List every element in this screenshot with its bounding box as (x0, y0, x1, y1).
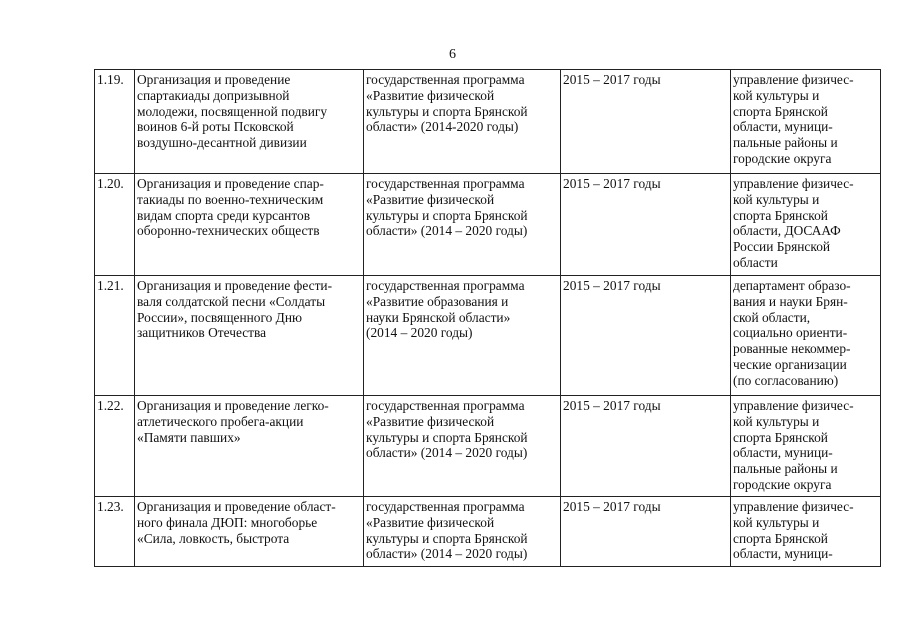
page-number: 6 (449, 47, 456, 62)
table-row (95, 276, 881, 396)
event-name: Организация и проведение област- ного финала ДЮП: многоборье «Сила, ловкость, быстрота (135, 497, 364, 567)
period: 2015 – 2017 годы (561, 396, 731, 497)
table-row (95, 396, 881, 497)
event-name: Организация и проведение легко- атлетического пробега-акции «Памяти павших» (135, 396, 364, 497)
period: 2015 – 2017 годы (561, 70, 731, 174)
period: 2015 – 2017 годы (561, 276, 731, 396)
period: 2015 – 2017 годы (561, 174, 731, 276)
executor: департамент образо- вания и науки Брян- ской области, социально ориенти- рованные некоммер- ческие организации (по согласованию) (731, 276, 881, 396)
period: 2015 – 2017 годы (561, 497, 731, 567)
executor: управление физичес- кой культуры и спорта Брянской области, муници- пальные районы и городские округа (731, 396, 881, 497)
events-table (94, 69, 881, 567)
program-name: государственная программа «Развитие физической культуры и спорта Брянской области» (2014 – 2020 годы) (364, 497, 561, 567)
program-name: государственная программа «Развитие физической культуры и спорта Брянской области» (2014 – 2020 годы) (364, 396, 561, 497)
program-name: государственная программа «Развитие физической культуры и спорта Брянской области» (2014 – 2020 годы) (364, 174, 561, 276)
table-row (95, 70, 881, 174)
item-number: 1.23. (95, 497, 135, 567)
item-number: 1.19. (95, 70, 135, 174)
executor: управление физичес- кой культуры и спорта Брянской области, ДОСААФ России Брянской области (731, 174, 881, 276)
event-name: Организация и проведение спар- такиады по военно-техническим видам спорта среди курсантов оборонно-технических обществ (135, 174, 364, 276)
table-row (95, 497, 881, 567)
event-name: Организация и проведение фести- валя солдатской песни «Солдаты России», посвященного Дню защитников Отечества (135, 276, 364, 396)
item-number: 1.21. (95, 276, 135, 396)
item-number: 1.20. (95, 174, 135, 276)
table-row (95, 174, 881, 276)
program-name: государственная программа «Развитие образования и науки Брянской области» (2014 – 2020 годы) (364, 276, 561, 396)
executor: управление физичес- кой культуры и спорта Брянской области, муници- пальные районы и городские округа (731, 70, 881, 174)
event-name: Организация и проведение спартакиады допризывной молодежи, посвященной подвигу воинов 6-й роты Псковской воздушно-десантной дивизии (135, 70, 364, 174)
executor: управление физичес- кой культуры и спорта Брянской области, муници- (731, 497, 881, 567)
item-number: 1.22. (95, 396, 135, 497)
program-name: государственная программа «Развитие физической культуры и спорта Брянской области» (2014-2020 годы) (364, 70, 561, 174)
